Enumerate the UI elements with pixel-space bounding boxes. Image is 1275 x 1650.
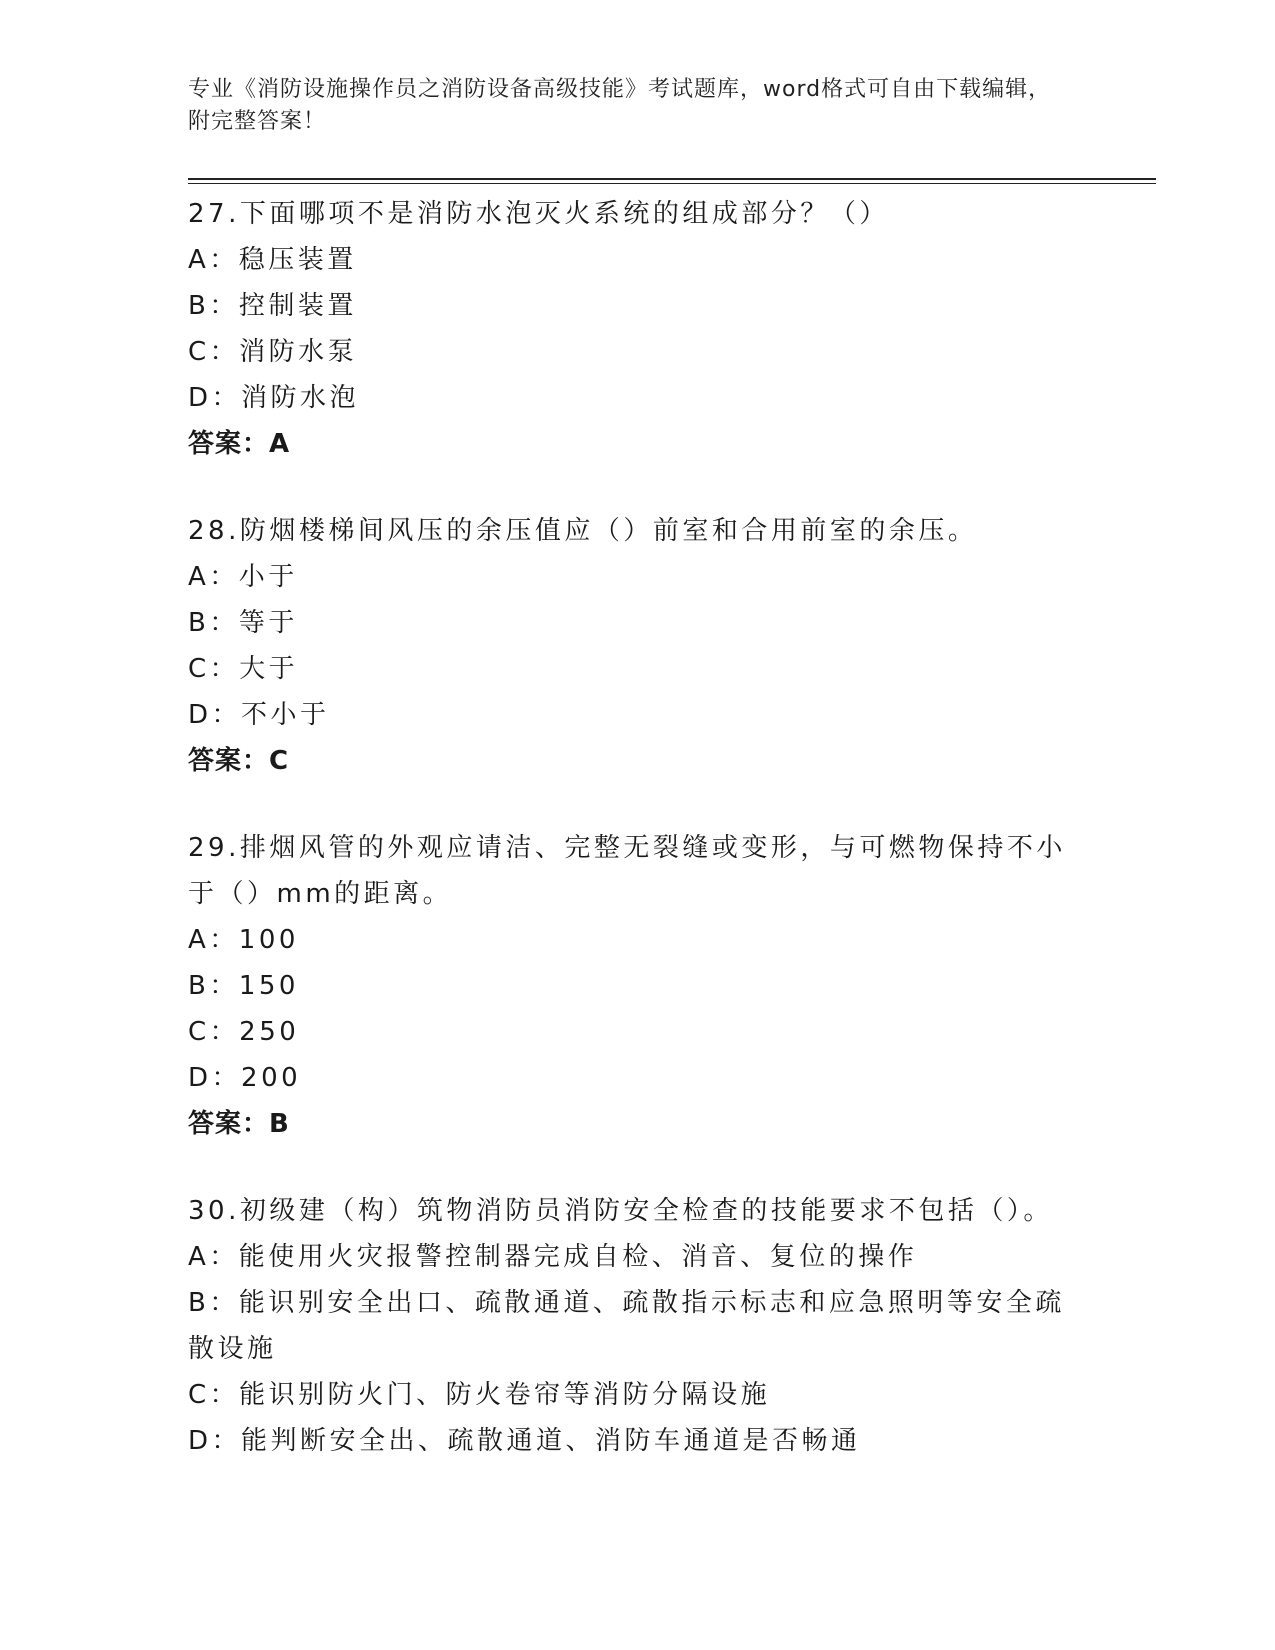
question-30 bbox=[188, 1188, 1088, 1464]
option-b: B：能识别安全出口、疏散通道、疏散指示标志和应急照明等安全疏散设施 bbox=[188, 1288, 1065, 1364]
option-a: A：小于 bbox=[188, 562, 298, 592]
answer: 答案：A bbox=[188, 429, 291, 459]
option-d: D：能判断安全出、疏散通道、消防车通道是否畅通 bbox=[188, 1426, 861, 1456]
header-rule-thin bbox=[188, 183, 1156, 184]
option-c: C：消防水泵 bbox=[188, 337, 358, 367]
answer: 答案：C bbox=[188, 746, 290, 776]
question-list bbox=[188, 191, 1088, 1505]
option-b: B：150 bbox=[188, 971, 299, 1001]
question-29 bbox=[188, 825, 1088, 1147]
question-28 bbox=[188, 508, 1088, 784]
option-d: D：200 bbox=[188, 1063, 302, 1093]
question-stem: 27.下面哪项不是消防水泡灭火系统的组成部分？（） bbox=[188, 199, 889, 229]
option-a: A：稳压装置 bbox=[188, 245, 357, 275]
option-d: D：不小于 bbox=[188, 700, 330, 730]
question-stem: 28.防烟楼梯间风压的余压值应（）前室和合用前室的余压。 bbox=[188, 516, 978, 546]
option-a: A：100 bbox=[188, 925, 299, 955]
option-c: C：大于 bbox=[188, 654, 299, 684]
option-b: B：等于 bbox=[188, 608, 298, 638]
option-d: D：消防水泡 bbox=[188, 383, 360, 413]
header-rule bbox=[188, 178, 1156, 180]
option-c: C：250 bbox=[188, 1017, 300, 1047]
option-b: B：控制装置 bbox=[188, 291, 357, 321]
question-27 bbox=[188, 191, 1088, 467]
question-stem: 29.排烟风管的外观应请洁、完整无裂缝或变形，与可燃物保持不小于（）mm的距离。 bbox=[188, 833, 1066, 909]
option-a: A：能使用火灾报警控制器完成自检、消音、复位的操作 bbox=[188, 1242, 918, 1272]
question-stem: 30.初级建（构）筑物消防员消防安全检查的技能要求不包括（）。 bbox=[188, 1196, 1053, 1226]
document-header: 专业《消防设施操作员之消防设备高级技能》考试题库，word格式可自由下载编辑，附完整答案！ bbox=[188, 77, 1052, 134]
option-c: C：能识别防火门、防火卷帘等消防分隔设施 bbox=[188, 1380, 771, 1410]
answer: 答案：B bbox=[188, 1109, 290, 1139]
